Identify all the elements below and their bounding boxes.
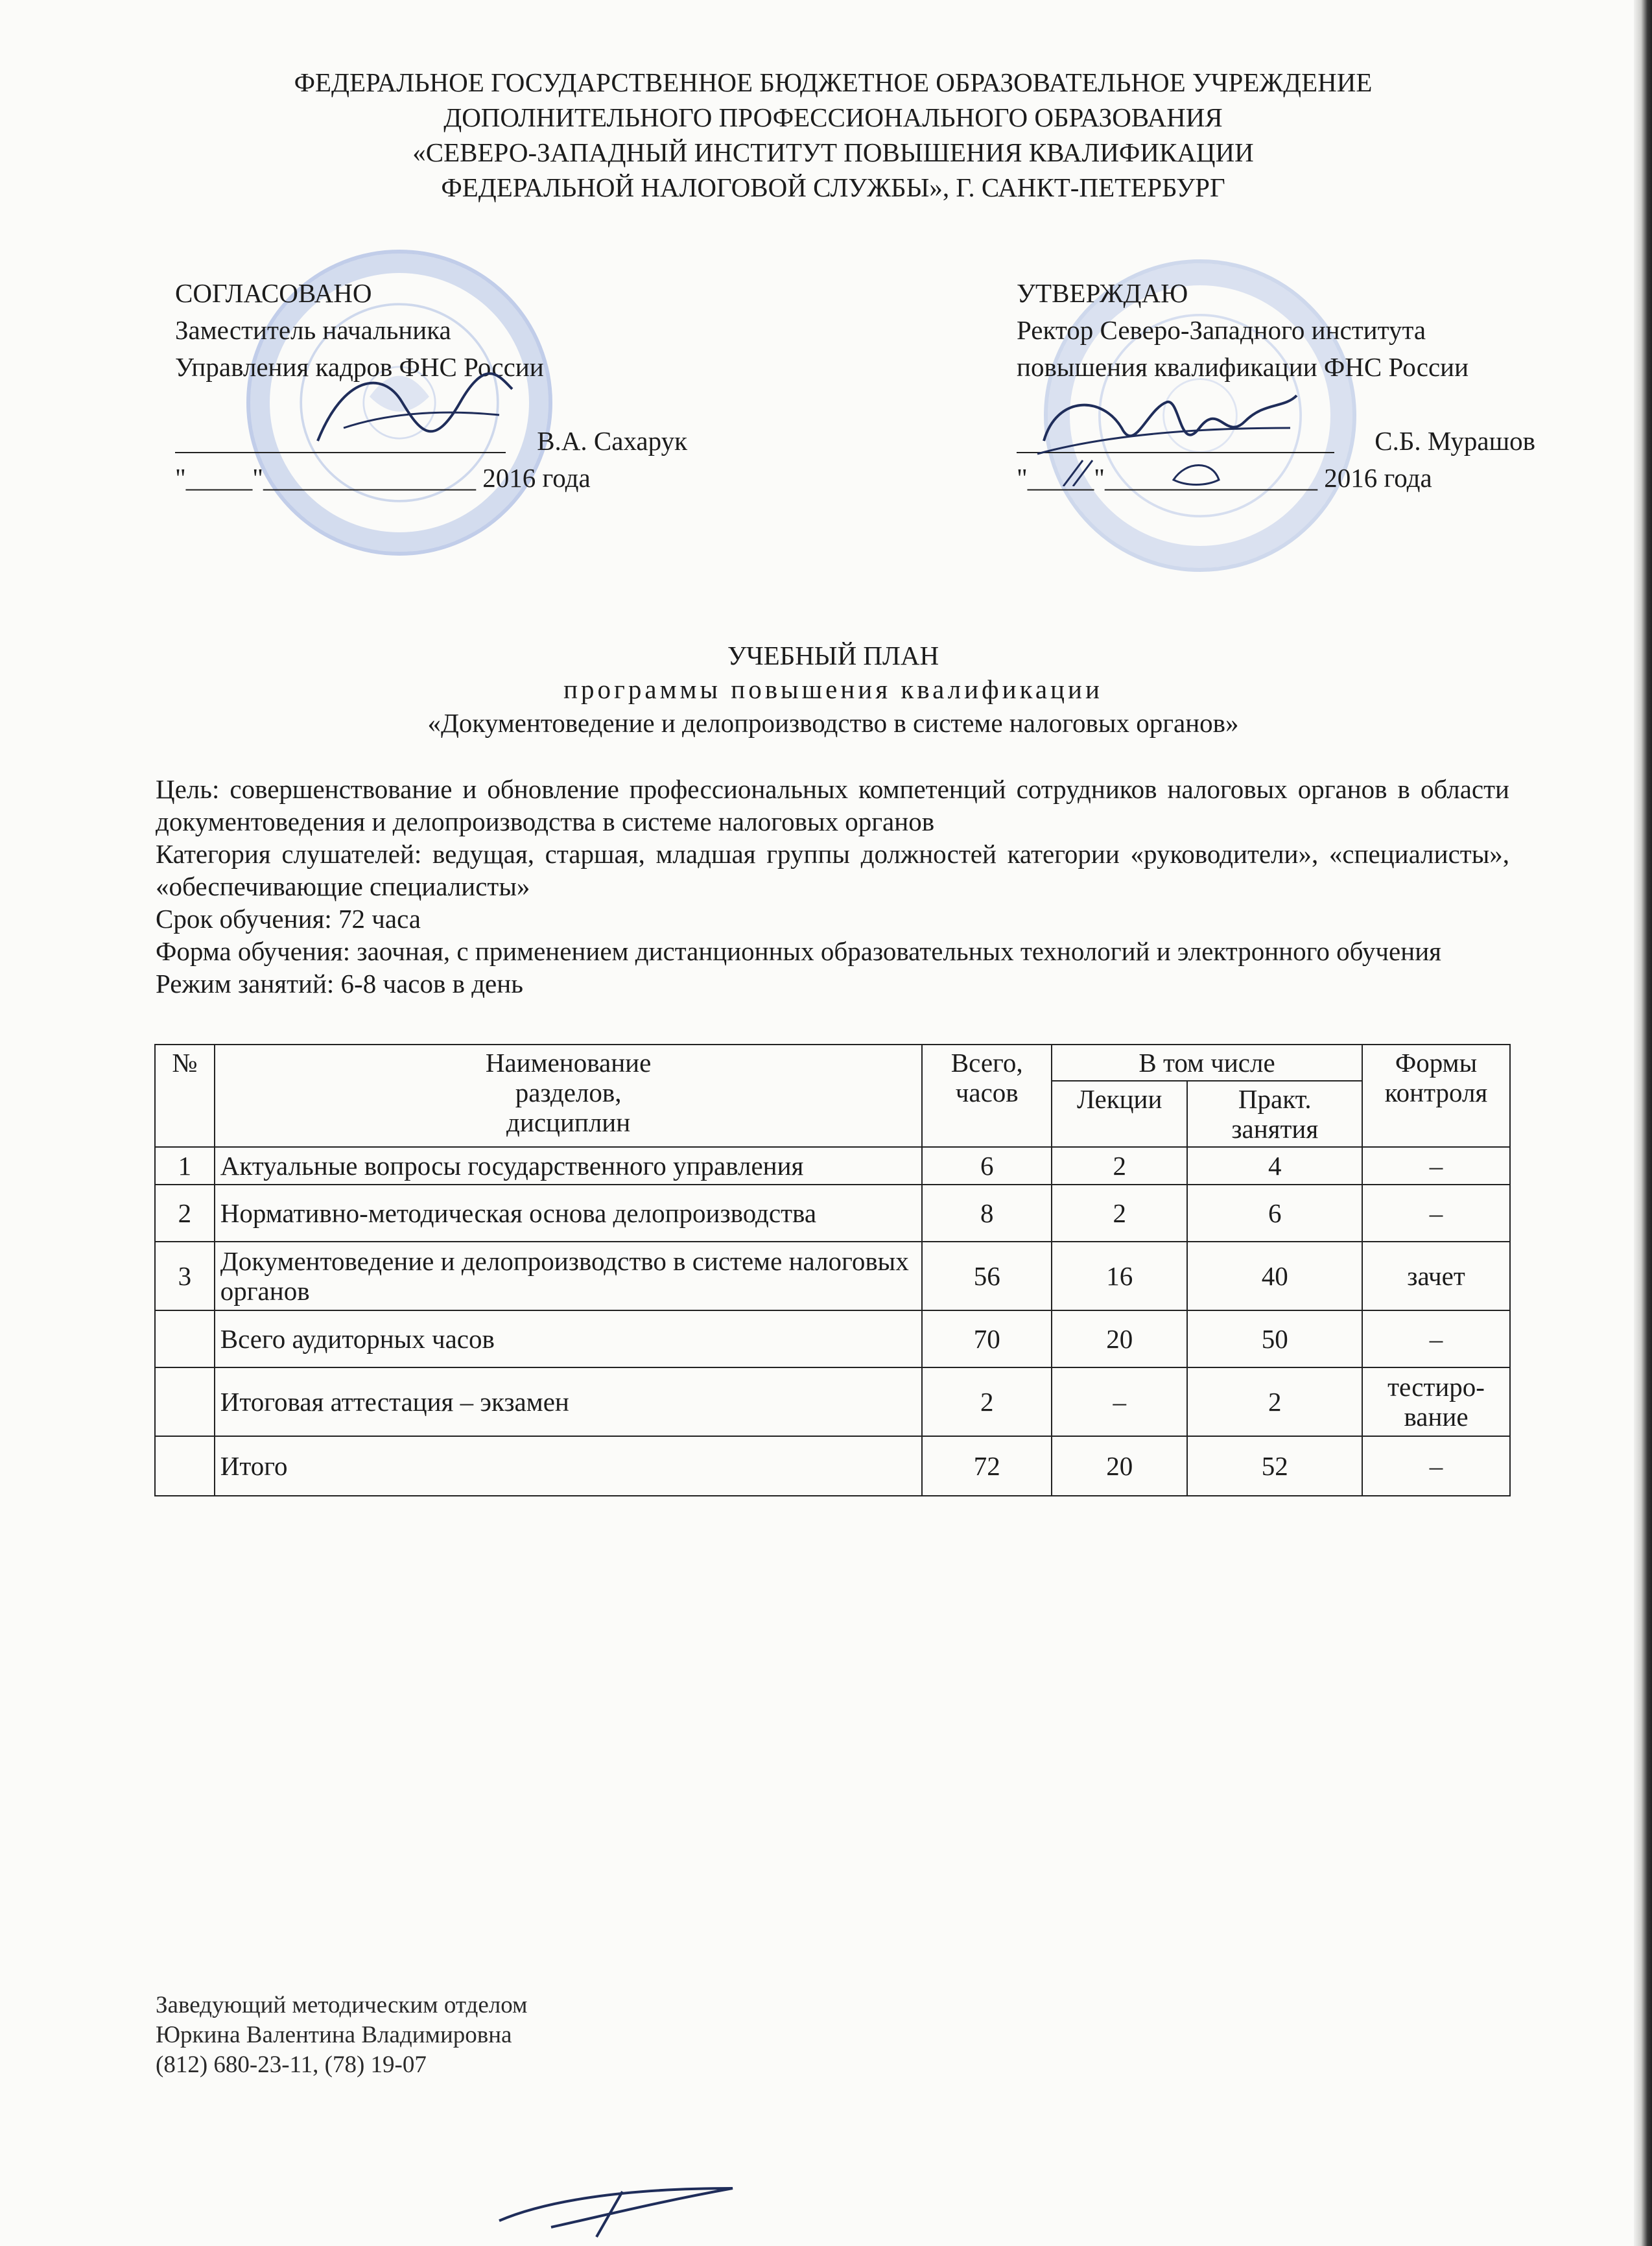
cell-total: 6: [922, 1147, 1051, 1185]
cell-practice: 6: [1187, 1185, 1362, 1242]
cell-lectures: –: [1052, 1367, 1188, 1436]
approved-department: повышения квалификации ФНС России: [1017, 352, 1469, 382]
header-line: ФЕДЕРАЛЬНОЙ НАЛОГОВОЙ СЛУЖБЫ», Г. САНКТ-ПЕТЕРБУРГ: [441, 172, 1225, 202]
info-mode: Режим занятий: 6-8 часов в день: [156, 969, 523, 999]
scan-edge: [1634, 0, 1652, 2246]
cell-name: Нормативно-методическая основа делопроизводства: [215, 1185, 923, 1242]
cell-control: –: [1362, 1185, 1510, 1242]
table-row: [155, 1185, 1510, 1242]
header-line: «СЕВЕРО-ЗАПАДНЫЙ ИНСТИТУТ ПОВЫШЕНИЯ КВАЛИФИКАЦИИ: [412, 137, 1254, 167]
approved-date: "_____"________________ 2016 года: [1017, 463, 1432, 493]
title-main: УЧЕБНЫЙ ПЛАН: [727, 641, 939, 670]
cell-num: 1: [155, 1147, 215, 1185]
cell-control: –: [1362, 1147, 1510, 1185]
cell-name: Итого: [215, 1436, 923, 1496]
cell-lectures: 20: [1052, 1436, 1188, 1496]
title-program: «Документоведение и делопроизводство в системе налоговых органов»: [427, 708, 1239, 738]
signature-left-icon: [305, 363, 525, 460]
cell-num: 3: [155, 1242, 215, 1310]
cell-control: –: [1362, 1310, 1510, 1367]
header-including: В том числе: [1052, 1045, 1362, 1081]
organization-header: [156, 65, 1511, 205]
curriculum-table: [154, 1044, 1511, 1496]
cell-lectures: 2: [1052, 1147, 1188, 1185]
cell-num: 2: [155, 1185, 215, 1242]
header-line: ДОПОЛНИТЕЛЬНОГО ПРОФЕССИОНАЛЬНОГО ОБРАЗОВАНИЯ: [443, 102, 1223, 132]
contact-footer: [156, 1991, 527, 2080]
title-subtitle: программы повышения квалификации: [563, 674, 1103, 704]
cell-total: 56: [922, 1242, 1051, 1310]
cell-num: [155, 1310, 215, 1367]
info-duration: Срок обучения: 72 часа: [156, 904, 421, 934]
cell-control: тестиро-вание: [1362, 1367, 1510, 1436]
header-name: Наименование разделов, дисциплин: [215, 1045, 923, 1147]
cell-num: [155, 1367, 215, 1436]
cell-name: Всего аудиторных часов: [215, 1310, 923, 1367]
footer-phone: (812) 680-23-11, (78) 19-07: [156, 2051, 427, 2078]
cell-lectures: 2: [1052, 1185, 1188, 1242]
header-num: №: [155, 1045, 215, 1147]
agreed-department: Управления кадров ФНС России: [175, 352, 544, 382]
cell-num: [155, 1436, 215, 1496]
header-total: Всего, часов: [922, 1045, 1051, 1147]
table-row: [155, 1242, 1510, 1310]
footer-position: Заведующий методическим отделом: [156, 1992, 528, 2018]
cell-practice: 4: [1187, 1147, 1362, 1185]
cell-total: 72: [922, 1436, 1051, 1496]
header-line: ФЕДЕРАЛЬНОЕ ГОСУДАРСТВЕННОЕ БЮДЖЕТНОЕ ОБРАЗОВАТЕЛЬНОЕ УЧРЕЖДЕНИЕ: [294, 67, 1373, 97]
approved-heading: УТВЕРЖДАЮ: [1017, 278, 1188, 308]
footer-person: Юркина Валентина Владимировна: [156, 2022, 512, 2048]
cell-practice: 2: [1187, 1367, 1362, 1436]
agreed-position: Заместитель начальника: [175, 315, 451, 345]
agreed-heading: СОГЛАСОВАНО: [175, 278, 372, 308]
cell-lectures: 20: [1052, 1310, 1188, 1367]
approved-name: С.Б. Мурашов: [1375, 426, 1535, 456]
table-row: [155, 1147, 1510, 1185]
signature-right-icon: [1031, 383, 1303, 486]
cell-name: Актуальные вопросы государственного управления: [215, 1147, 923, 1185]
info-category: Категория слушателей: ведущая, старшая, младшая группы должностей категории «руководители», «специалисты», «обеспечивающие специалисты»: [156, 839, 1509, 901]
header-lectures: Лекции: [1052, 1081, 1188, 1147]
info-form: Форма обучения: заочная, с применением дистанционных образовательных технологий и электронного обучения: [156, 936, 1441, 966]
cell-name: Итоговая аттестация – экзамен: [215, 1367, 923, 1436]
header-practice: Практ. занятия: [1187, 1081, 1362, 1147]
cell-practice: 52: [1187, 1436, 1362, 1496]
table-header-row: [155, 1045, 1510, 1081]
cell-lectures: 16: [1052, 1242, 1188, 1310]
cell-practice: 50: [1187, 1310, 1362, 1367]
agreed-name: В.А. Сахарук: [537, 426, 687, 456]
table-row: [155, 1367, 1510, 1436]
cell-total: 70: [922, 1310, 1051, 1367]
approved-position: Ректор Северо-Западного института: [1017, 315, 1426, 345]
cell-practice: 40: [1187, 1242, 1362, 1310]
program-info: [156, 773, 1509, 1000]
footer-signature-icon: [493, 2175, 739, 2240]
info-goal: Цель: совершенствование и обновление профессиональных компетенций сотрудников налоговых органов в области документоведения и делопроизводства в системе налоговых органов: [156, 774, 1509, 836]
cell-total: 8: [922, 1185, 1051, 1242]
document-title: [156, 639, 1511, 740]
cell-control: зачет: [1362, 1242, 1510, 1310]
agreed-date: "_____"________________ 2016 года: [175, 463, 591, 493]
table-row: [155, 1310, 1510, 1367]
cell-control: –: [1362, 1436, 1510, 1496]
header-control: Формы контроля: [1362, 1045, 1510, 1147]
cell-total: 2: [922, 1367, 1051, 1436]
table-row: [155, 1436, 1510, 1496]
cell-name: Документоведение и делопроизводство в системе налоговых органов: [215, 1242, 923, 1310]
